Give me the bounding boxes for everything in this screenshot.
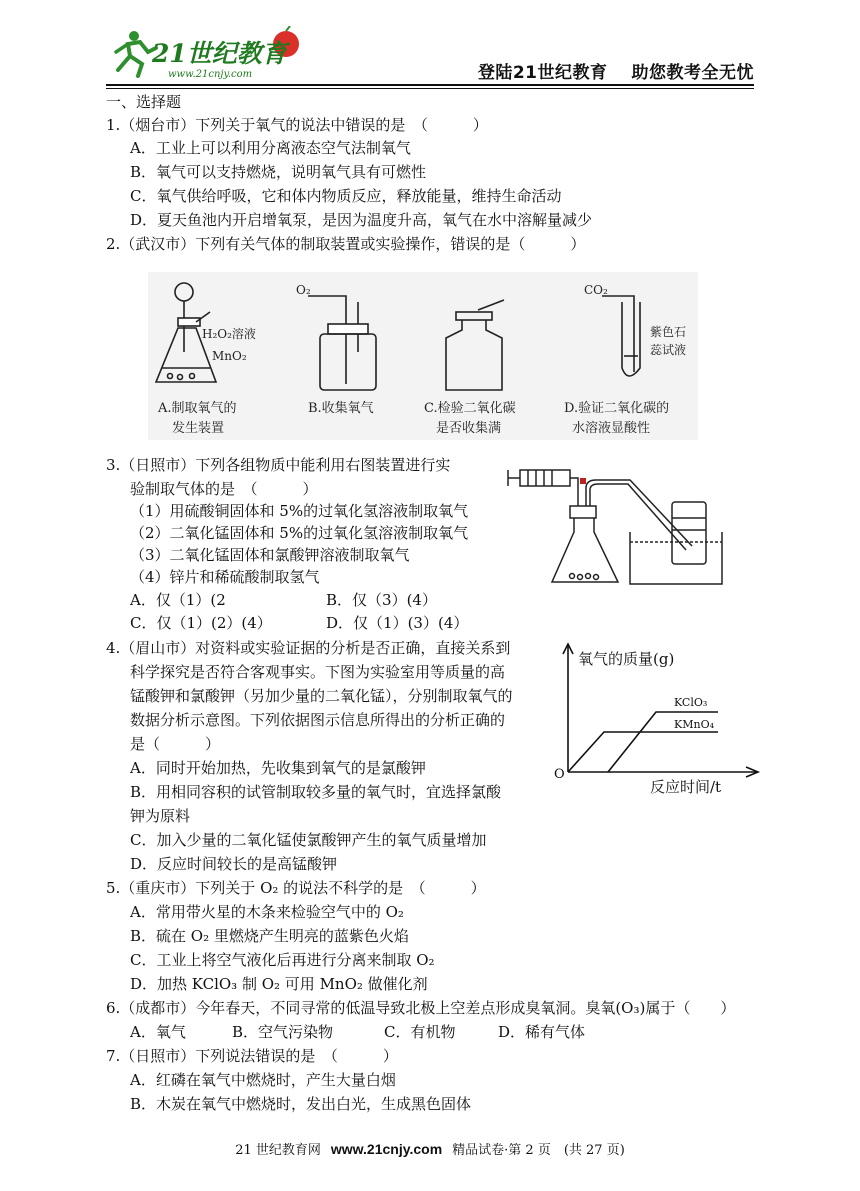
chart-origin: O xyxy=(554,767,565,782)
q6-option-c: C．有机物 xyxy=(384,1023,456,1041)
label-d-gas: CO₂ xyxy=(584,283,608,297)
header-rule-thin xyxy=(106,88,754,89)
q1-option-b: B．氧气可以支持燃烧，说明氧气具有可燃性 xyxy=(130,163,427,181)
q4-line-5: 是（ ） xyxy=(130,735,221,753)
label-mno2: MnO₂ xyxy=(212,349,247,363)
header-slogan xyxy=(478,58,754,83)
logo-url: www.21cnjy.com xyxy=(168,69,253,80)
q1-option-c: C．氧气供给呼吸，它和体内物质反应，释放能量，维持生命活动 xyxy=(130,187,562,205)
caption-c-2: 是否收集满 xyxy=(436,421,502,436)
logo-text: 21世纪教育 xyxy=(152,39,287,68)
q5-option-a: A．常用带火星的木条来检验空气中的 O₂ xyxy=(130,903,404,921)
label-h2o2: H₂O₂溶液 xyxy=(202,327,256,341)
legend-kclo3: KClO₃ xyxy=(674,696,708,709)
q4-option-b-1: B．用相同容积的试管制取较多量的氧气时，宜选择氯酸 xyxy=(130,783,502,801)
caption-b: B.收集氧气 xyxy=(308,401,374,416)
q2-apparatus-figure xyxy=(140,272,700,442)
slogan-right: 助您教考全无忧 xyxy=(631,63,754,83)
q6-option-d: D．稀有气体 xyxy=(498,1023,586,1041)
logo xyxy=(108,26,308,84)
q7-option-b: B．木炭在氧气中燃烧时，发出白光，生成黑色固体 xyxy=(130,1095,472,1113)
q6-stem: 6.（成都市）今年春天，不同寻常的低温导致北极上空差点形成臭氧洞。臭氧(O₃)属于（ ） xyxy=(106,999,736,1017)
q4-oxygen-chart xyxy=(552,640,762,800)
caption-d-2: 水溶液显酸性 xyxy=(572,421,651,436)
q5-option-d: D．加热 KClO₃ 制 O₂ 可用 MnO₂ 做催化剂 xyxy=(130,975,428,993)
q5-option-c: C．工业上将空气液化后再进行分离来制取 O₂ xyxy=(130,951,435,969)
q2-stem: 2.（武汉市）下列有关气体的制取装置或实验操作，错误的是（ ） xyxy=(106,235,586,253)
q4-line-1: 4.（眉山市）对资料或实验证据的分析是否正确，直接关系到 xyxy=(106,639,511,657)
page-footer xyxy=(0,1139,860,1158)
q4-option-d: D．反应时间较长的是高锰酸钾 xyxy=(130,855,338,873)
q7-option-a: A．红磷在氧气中燃烧时，产生大量白烟 xyxy=(130,1071,396,1089)
label-litmus-2: 蕊试液 xyxy=(650,343,687,357)
footer-left: 21 世纪教育网 xyxy=(235,1143,321,1158)
label-litmus-1: 紫色石 xyxy=(650,325,687,339)
q3-option-a: A．仅（1）(2 xyxy=(130,591,226,609)
q3-option-d: D．仅（1）(3）(4） xyxy=(326,614,469,632)
chart-ylabel: 氧气的质量(g) xyxy=(578,650,675,668)
q1-option-d: D．夏天鱼池内开启增氧泵，是因为温度升高，氧气在水中溶解量减少 xyxy=(130,211,593,229)
q5-stem: 5.（重庆市）下列关于 O₂ 的说法不科学的是 （ ） xyxy=(106,879,486,897)
q4-option-c: C．加入少量的二氧化锰使氯酸钾产生的氧气质量增加 xyxy=(130,831,487,849)
caption-a-2: 发生装置 xyxy=(172,421,225,436)
q3-statement-4: （4）锌片和稀硫酸制取氢气 xyxy=(130,568,320,586)
section-title: 一、选择题 xyxy=(106,93,182,111)
q4-line-2: 科学探究是否符合客观事实。下图为实验室用等质量的高 xyxy=(130,663,506,681)
q3-stem-2: 验制取气体的是 （ ） xyxy=(130,480,318,498)
legend-kmno4: KMnO₄ xyxy=(674,718,714,731)
series-kmno4-line xyxy=(568,732,718,772)
q4-option-a: A．同时开始加热，先收集到氧气的是氯酸钾 xyxy=(130,759,426,777)
q6-option-a: A．氧气 xyxy=(130,1023,186,1041)
q6-option-b: B．空气污染物 xyxy=(232,1023,334,1041)
slogan-left: 登陆21世纪教育 xyxy=(477,63,608,83)
q1-option-a: A．工业上可以利用分离液态空气法制氧气 xyxy=(130,139,411,157)
caption-d-1: D.验证二氧化碳的 xyxy=(564,401,670,416)
chart-xlabel: 反应时间/t xyxy=(650,778,722,796)
q3-statement-3: （3）二氧化锰固体和氯酸钾溶液制取氧气 xyxy=(130,546,410,564)
q3-apparatus-figure xyxy=(506,462,728,590)
caption-a-1: A.制取氧气的 xyxy=(158,401,237,416)
q4-line-4: 数据分析示意图。下列依据图示信息所得出的分析正确的 xyxy=(130,711,506,729)
q5-option-b: B．硫在 O₂ 里燃烧产生明亮的蓝紫色火焰 xyxy=(130,927,409,945)
label-b-gas: O₂ xyxy=(296,283,311,297)
q3-statement-2: （2）二氧化锰固体和 5%的过氧化氢溶液制取氧气 xyxy=(130,524,469,542)
q7-stem: 7.（日照市）下列说法错误的是 （ ） xyxy=(106,1047,398,1065)
runner-icon xyxy=(116,31,156,76)
q3-option-b: B．仅（3）(4） xyxy=(326,591,437,609)
q4-line-3: 锰酸钾和氯酸钾（另加少量的二氧化锰），分别制取氧气的 xyxy=(130,687,513,705)
header-rule xyxy=(106,84,754,86)
q3-option-c: C．仅（1）(2）(4） xyxy=(130,614,272,632)
q3-statement-1: （1）用硫酸铜固体和 5%的过氧化氢溶液制取氧气 xyxy=(130,502,469,520)
caption-c-1: C.检验二氧化碳 xyxy=(424,401,516,416)
q1-stem: 1.（烟台市）下列关于氧气的说法中错误的是 （ ） xyxy=(106,116,488,134)
footer-site: www.21cnjy.com xyxy=(330,1141,443,1157)
q3-stem-1: 3.（日照市）下列各组物质中能利用右图装置进行实 xyxy=(106,456,451,474)
footer-page: 精品试卷·第 2 页 (共 27 页) xyxy=(452,1143,625,1158)
q4-option-b-2: 钾为原料 xyxy=(130,807,191,825)
